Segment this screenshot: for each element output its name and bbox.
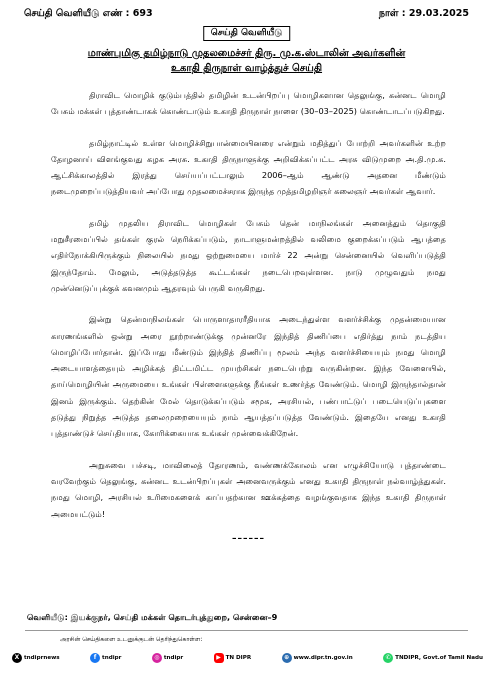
social-link-instagram[interactable] <box>152 653 183 663</box>
social-link-x[interactable] <box>12 653 60 663</box>
paragraph-4: இன்று தென்மாநிலங்கள் பொருளாதாரரீதியாக அடைந்துள்ள வளர்ச்சிக்கு முதன்மையான காரணங்களில் ஒன்று அரை நூற்றாண்டுக்கு முன்னரே இந்தித் திணிப்பை எதிர்த்து நாம் நடத்திய மொழிப்போர்தான். இப்போது மீண்டும் இந்தித் திணிப்பு மூலம் அந்த வளர்ச்சியையும் நமது மொழி அடையாளத்தையும் அழிக்கத் திட்டமிட்ட முயற்சிகள் நடைபெற்று வருகின்றன. இந்த வேளையில், தாய்மொழியின் அருமையை உங்கள் பிள்ளைகளுக்கு நீங்கள் உணர்த்த வேண்டும். மொழி இருந்தால்தான் இனம் இருக்கும். தெற்கின் மேல் தொடுக்கப்படும் சமூக, அரசியல், பண்பாட்டுப் படையெடுப்புகளை தடுத்து நிறுத்த அடுத்த தலைமுறையையும் நாம் ஆயத்தப்படுத்த வேண்டும். இதையே எனது உகாதி புத்தாண்டுச் செய்தியாக, கோரிக்கையாக உங்கள் முன்வைக்கிறேன். <box>51 314 446 439</box>
paragraph-3: தமிழ் முதலிய திராவிட மொழிகள் பேசும் தென் மாநிலங்கள் அனைத்தும் தொகுதி மறுசீரமைப்பில் தங்கள் குரல் நெரிக்கப்படும், நாடாளுமன்றத்தில் வலிமை குறைக்கப்படும் ஆபத்தை எதிர்நோக்கியிருக்கும் நிலையில் நமது ஒற்றுமையை மார்ச் 22 அன்று சென்னையில் வெளிப்படுத்தி இருந்தோம். மேலும், அடுத்தடுத்த கூட்டங்கள் நடைபெறவுள்ளன. நாடு முழுவதும் நமது முன்னெடுப்புக்குக் கவனமும் ஆதரவும் பெருகி வருகிறது. <box>51 217 446 293</box>
follow-caption: அரசின் செய்திகளை உடனுக்குடன் தெரிந்துகொள்ள: <box>60 636 203 643</box>
youtube-icon: ▶ <box>214 653 224 663</box>
social-link-label: tndiprnews <box>24 655 60 661</box>
paragraph-5: அறுசுவை பச்சடி, மாவிலைத் தோரணம், வண்ணக்கோலம் என எழுச்சியோடு புத்தாண்டை வரவேற்கும் தெலுங்கு, கன்னட உடன்பிறப்புகள் அனைவருக்கும் எனது உகாதி திருநாள் நல்வாழ்த்துகள். நமது மொழி, அரசியல் உரிமைகளைக் காப்பதற்கான ஊக்கத்தை வழங்குவதாக இந்த உகாதி திருநாள் அமையட்டும்! <box>51 459 446 519</box>
social-link-label: tndipr <box>163 655 184 661</box>
whatsapp-icon: ✆ <box>383 653 393 663</box>
social-link-facebook[interactable] <box>90 653 121 663</box>
release-date: நாள் : 29.03.2025 <box>378 8 469 19</box>
message-body <box>51 87 446 547</box>
headline <box>30 46 463 76</box>
social-link-label: TNDIPR, Govt.of Tamil Nadu <box>395 655 483 661</box>
release-header <box>24 8 469 22</box>
footer-divider <box>25 630 468 631</box>
facebook-icon: f <box>90 653 100 663</box>
paragraph-1: திராவிட மொழிக் குடும்பத்தில் தமிழின் உடன்பிறப்பு மொழிகளான தெலுங்கு, கன்னட மொழி பேசும் மக்கள் புத்தாண்டாகக் கொண்டாடும் உகாதி திருநாள் நாளை (30–03–2025) கொண்டாடப்படுகிறது. <box>51 90 446 117</box>
instagram-icon: ◎ <box>152 653 162 663</box>
social-link-whatsapp[interactable] <box>383 653 483 663</box>
x-icon: X <box>12 653 22 663</box>
end-mark: –––––– <box>232 533 265 544</box>
release-number: செய்தி வெளியீடு எண் : 693 <box>24 8 153 19</box>
headline-line-2: உகாதி திருநாள் வாழ்த்துச் செய்தி <box>170 63 323 74</box>
social-links <box>12 651 483 665</box>
social-link-label: tndipr <box>102 655 122 661</box>
press-release-label: செய்தி வெளியீடு <box>203 26 291 41</box>
issuing-office: வெளியீடு: இயக்குநர், செய்தி மக்கள் தொடர்புத்துறை, சென்னை–9 <box>27 612 278 622</box>
social-link-youtube[interactable] <box>214 653 252 663</box>
social-link-label: www.dipr.tn.gov.in <box>293 655 353 661</box>
social-link-globe[interactable] <box>282 653 353 663</box>
globe-icon: ⊕ <box>282 653 292 663</box>
paragraph-2: தமிழ்நாட்டில் உள்ள மொழிச்சிறுபான்மையினரை என்றும் மதித்துப் போற்றி அவர்களின் உற்ற தோழனாய் விளங்குவது கழக அரசு. உகாதி திருநாளுக்கு அறிவிக்கப்பட்ட அரசு விடுமுறை அ.தி.மு.க. ஆட்சிக்காலத்தில் இரத்து செய்யப்பட்டாலும் 2006–ஆம் ஆண்டு அதனை மீண்டும் நடைமுறைப்படுத்தியவர் அப்போது முதலமைச்சராக இருந்த முத்தமிழறிஞர் கலைஞர் அவர்கள் ஆவார். <box>51 137 446 197</box>
social-link-label: TN DIPR <box>225 655 252 661</box>
headline-line-1: மாண்புமிகு தமிழ்நாடு முதலமைச்சர் திரு. மு.க.ஸ்டாலின் அவர்களின் <box>87 48 406 59</box>
